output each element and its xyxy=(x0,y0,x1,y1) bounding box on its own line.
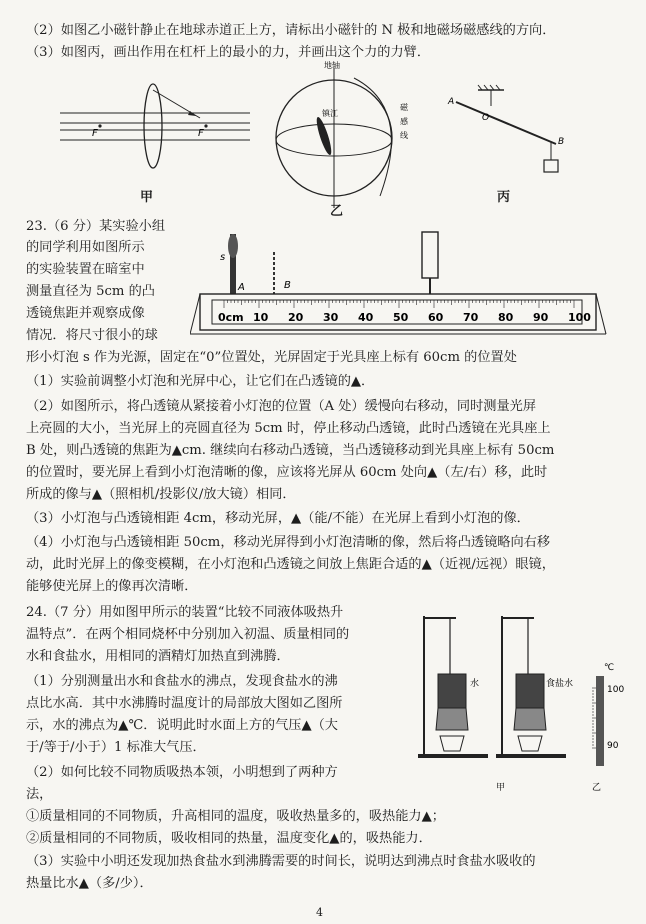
beaker-label-water: 水 xyxy=(470,679,480,689)
lever-point-o: O xyxy=(482,113,490,123)
figure-bing-caption: 丙 xyxy=(497,190,511,205)
figure-jia-caption: 甲 xyxy=(140,190,154,205)
q23-part2-line4: 的位置时，要光屏上看到小灯泡清晰的像，应该将光屏从 60cm 处向▲（左/右）移，此时 xyxy=(26,465,548,480)
thermo-unit: ℃ xyxy=(604,663,615,673)
bench-tick-label: 70 xyxy=(463,311,479,324)
q24-line-8: （2）如何比较不同物质吸热本领，小明想到了两种方 xyxy=(26,765,338,780)
bench-tick-label: 90 xyxy=(533,311,549,324)
bench-tick-label: 60 xyxy=(428,311,444,324)
focal-point-label-right: F xyxy=(198,128,204,139)
optical-bench-figure xyxy=(190,222,610,340)
q23-part4-line1: （4）小灯泡与凸透镜相距 50cm，移动光屏得到小灯泡清晰的像，然后将凸透镜略向右移 xyxy=(26,535,551,550)
figure-bing-lever xyxy=(446,84,586,184)
q24-part3-line1: （3）实验中小明还发现加热食盐水到沸腾需要的时间长，说明达到沸点时食盐水吸收的 xyxy=(26,854,536,869)
bench-tick-label: 50 xyxy=(393,311,409,324)
figure-jia-lens xyxy=(60,78,250,188)
bench-tick-label: 20 xyxy=(288,311,304,324)
focal-point-label-left: F xyxy=(92,128,98,139)
q24-part3-line2: 热量比水▲（多/少）． xyxy=(26,876,153,891)
q22-part2-text: （2）如图乙小磁针静止在地球赤道正上方，请标出小磁针的 N 极和地磁场磁感线的方向． xyxy=(26,23,556,38)
q23-line-6: 情况．将尺寸很小的球 xyxy=(26,328,158,343)
q24-line-6: 示，水的沸点为▲℃．说明此时水面上方的气压▲（大 xyxy=(26,718,338,733)
q23-part2-line1: （2）如图所示，将凸透镜从紧接着小灯泡的位置（A 处）缓慢向右移动，同时测量光屏 xyxy=(26,399,537,414)
q24-line-1: 24.（7 分）用如图甲所示的装置“比较不同液体吸热升 xyxy=(26,605,344,620)
bench-tick-label: 40 xyxy=(358,311,374,324)
bench-label-s: s xyxy=(220,252,226,263)
q23-part4-line2: 动，此时光屏上的像变模糊，在小灯泡和凸透镜之间放上焦距合适的▲（近视/远视）眼镜， xyxy=(26,557,555,572)
thermo-90: 90 xyxy=(607,741,619,751)
q23-part2-line2: 上亮圆的大小，当光屏上的亮圆直径为 5cm 时，停止移动凸透镜，此时凸透镜在光具座上 xyxy=(26,421,551,436)
q24-line-3: 水和食盐水，用相同的酒精灯加热直到沸腾． xyxy=(26,649,290,664)
q23-line-5: 透镜焦距并观察成像 xyxy=(26,306,145,321)
thermo-100: 100 xyxy=(607,685,625,695)
figure-yi-caption: 乙 xyxy=(330,204,344,219)
q23-line-7: 形小灯泡 s 作为光源，固定在“0”位置处，光屏固定于光具座上标有 60cm 的位置处 xyxy=(26,350,517,365)
q23-part2-line5: 所成的像与▲（照相机/投影仪/放大镜）相同． xyxy=(26,487,296,502)
lever-point-a: A xyxy=(448,97,455,107)
q23-line-3: 的实验装置在暗室中 xyxy=(26,262,145,277)
figure-yi-caption-q24: 乙 xyxy=(592,783,602,793)
bench-tick-label: 10 xyxy=(253,311,269,324)
earth-axis-label: 地轴 xyxy=(324,61,340,70)
q24-line-9: 法， xyxy=(26,787,53,802)
page-number: 4 xyxy=(316,906,323,919)
field-line-label-3: 线 xyxy=(400,131,408,140)
bench-tick-label: 80 xyxy=(498,311,514,324)
q24-method-2: ②质量相同的不同物质，吸收相同的热量，温度变化▲的，吸热能力． xyxy=(26,831,432,846)
bench-tick-label: 0cm xyxy=(218,311,244,324)
heating-apparatus-figure xyxy=(416,606,626,806)
figure-jia-caption-q24: 甲 xyxy=(496,783,506,793)
q23-line-4: 测量直径为 5cm 的凸 xyxy=(26,284,155,299)
figure-yi-earth xyxy=(262,58,422,208)
bench-label-a: A xyxy=(238,282,245,293)
lever-point-b: B xyxy=(558,137,565,147)
bench-label-b: B xyxy=(284,280,291,291)
q23-line-2: 的同学利用如图所示 xyxy=(26,240,145,255)
q23-part3: （3）小灯泡与凸透镜相距 4cm，移动光屏，▲（能/不能）在光屏上看到小灯泡的像． xyxy=(26,511,530,526)
q24-method-1: ①质量相同的不同物质，升高相同的温度，吸收热量多的，吸热能力▲； xyxy=(26,809,445,824)
q24-line-2: 温特点”．在两个相同烧杯中分别加入初温、质量相同的 xyxy=(26,627,350,642)
bench-tick-label: 100 xyxy=(568,311,591,324)
q24-line-7: 于/等于/小于）1 标准大气压． xyxy=(26,740,206,755)
field-line-label-2: 感 xyxy=(400,117,408,126)
q23-line-1: 23.（6 分）某实验小组 xyxy=(26,219,166,234)
field-line-label-1: 磁 xyxy=(400,103,408,112)
q23-part2-line3: B 处，则凸透镜的焦距为▲cm. 继续向右移动凸透镜，当凸透镜移动到光具座上标有 50cm xyxy=(26,443,555,458)
q23-part4-line3: 能够使光屏上的像再次清晰． xyxy=(26,579,198,594)
q23-part1: （1）实验前调整小灯泡和光屏中心，让它们在凸透镜的▲． xyxy=(26,374,375,389)
beaker-label-salt-water: 食盐水 xyxy=(546,679,574,689)
city-label: 镇江 xyxy=(322,109,338,118)
q24-line-5: 点比水高．其中水沸腾时温度计的局部放大图如乙图所 xyxy=(26,696,343,711)
q22-part3-text: （3）如图丙，画出作用在杠杆上的最小的力，并画出这个力的力臂． xyxy=(26,45,431,60)
bench-tick-label: 30 xyxy=(323,311,339,324)
q24-line-4: （1）分别测量出水和食盐水的沸点，发现食盐水的沸 xyxy=(26,674,338,689)
